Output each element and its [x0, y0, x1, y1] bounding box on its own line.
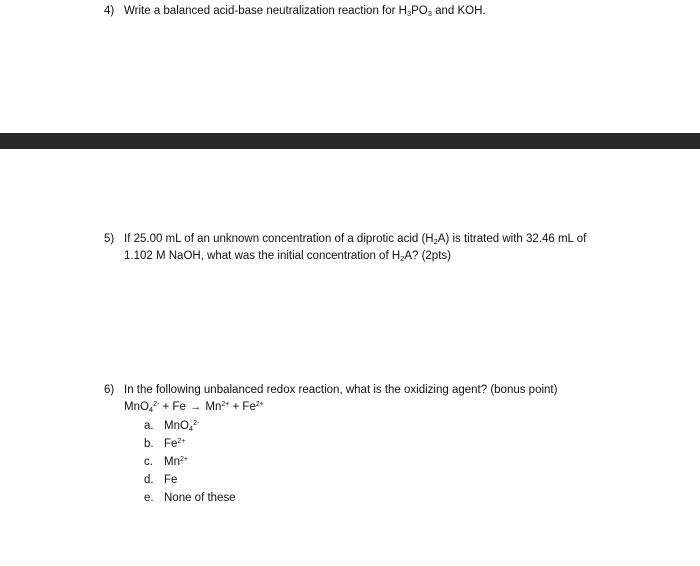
answer-choices: [144, 417, 236, 507]
question-5: [104, 231, 684, 265]
question-6-number: 6): [104, 384, 115, 396]
question-4: [104, 3, 684, 20]
page-divider-bar: [0, 133, 700, 149]
choice-a[interactable]: a. MnO$_4^{2-}$: [144, 420, 200, 433]
choice-e[interactable]: e. None of these: [144, 492, 236, 504]
question-6: [104, 382, 684, 416]
question-4-number: 4): [104, 5, 115, 17]
redox-equation: $MnO_4^{2-} + Fe \to Mn^{2+} + Fe^{2+}$: [124, 401, 264, 414]
question-5-line-1: If 25.00 mL of an unknown concentration of a diprotic acid $(H_2A)$ is titrated with 32.46 mL of: [124, 233, 587, 246]
question-6-text: In the following unbalanced redox reaction, what is the oxidizing agent? (bonus point): [124, 384, 558, 396]
question-5-number: 5): [104, 233, 115, 245]
choice-d[interactable]: d. Fe: [144, 474, 178, 486]
choice-c[interactable]: c. $Mn^{2+}$: [144, 456, 188, 468]
question-4-text: Write a balanced acid-base neutralization reaction for $H_3PO_3$ and KOH.: [124, 5, 486, 18]
reaction-arrow-icon: →: [189, 401, 202, 413]
question-5-line-2: 1.102 M NaOH, what was the initial concentration of $H_2A$? (2pts): [124, 250, 451, 263]
choice-b[interactable]: b. $Fe^{2+}$: [144, 438, 186, 450]
